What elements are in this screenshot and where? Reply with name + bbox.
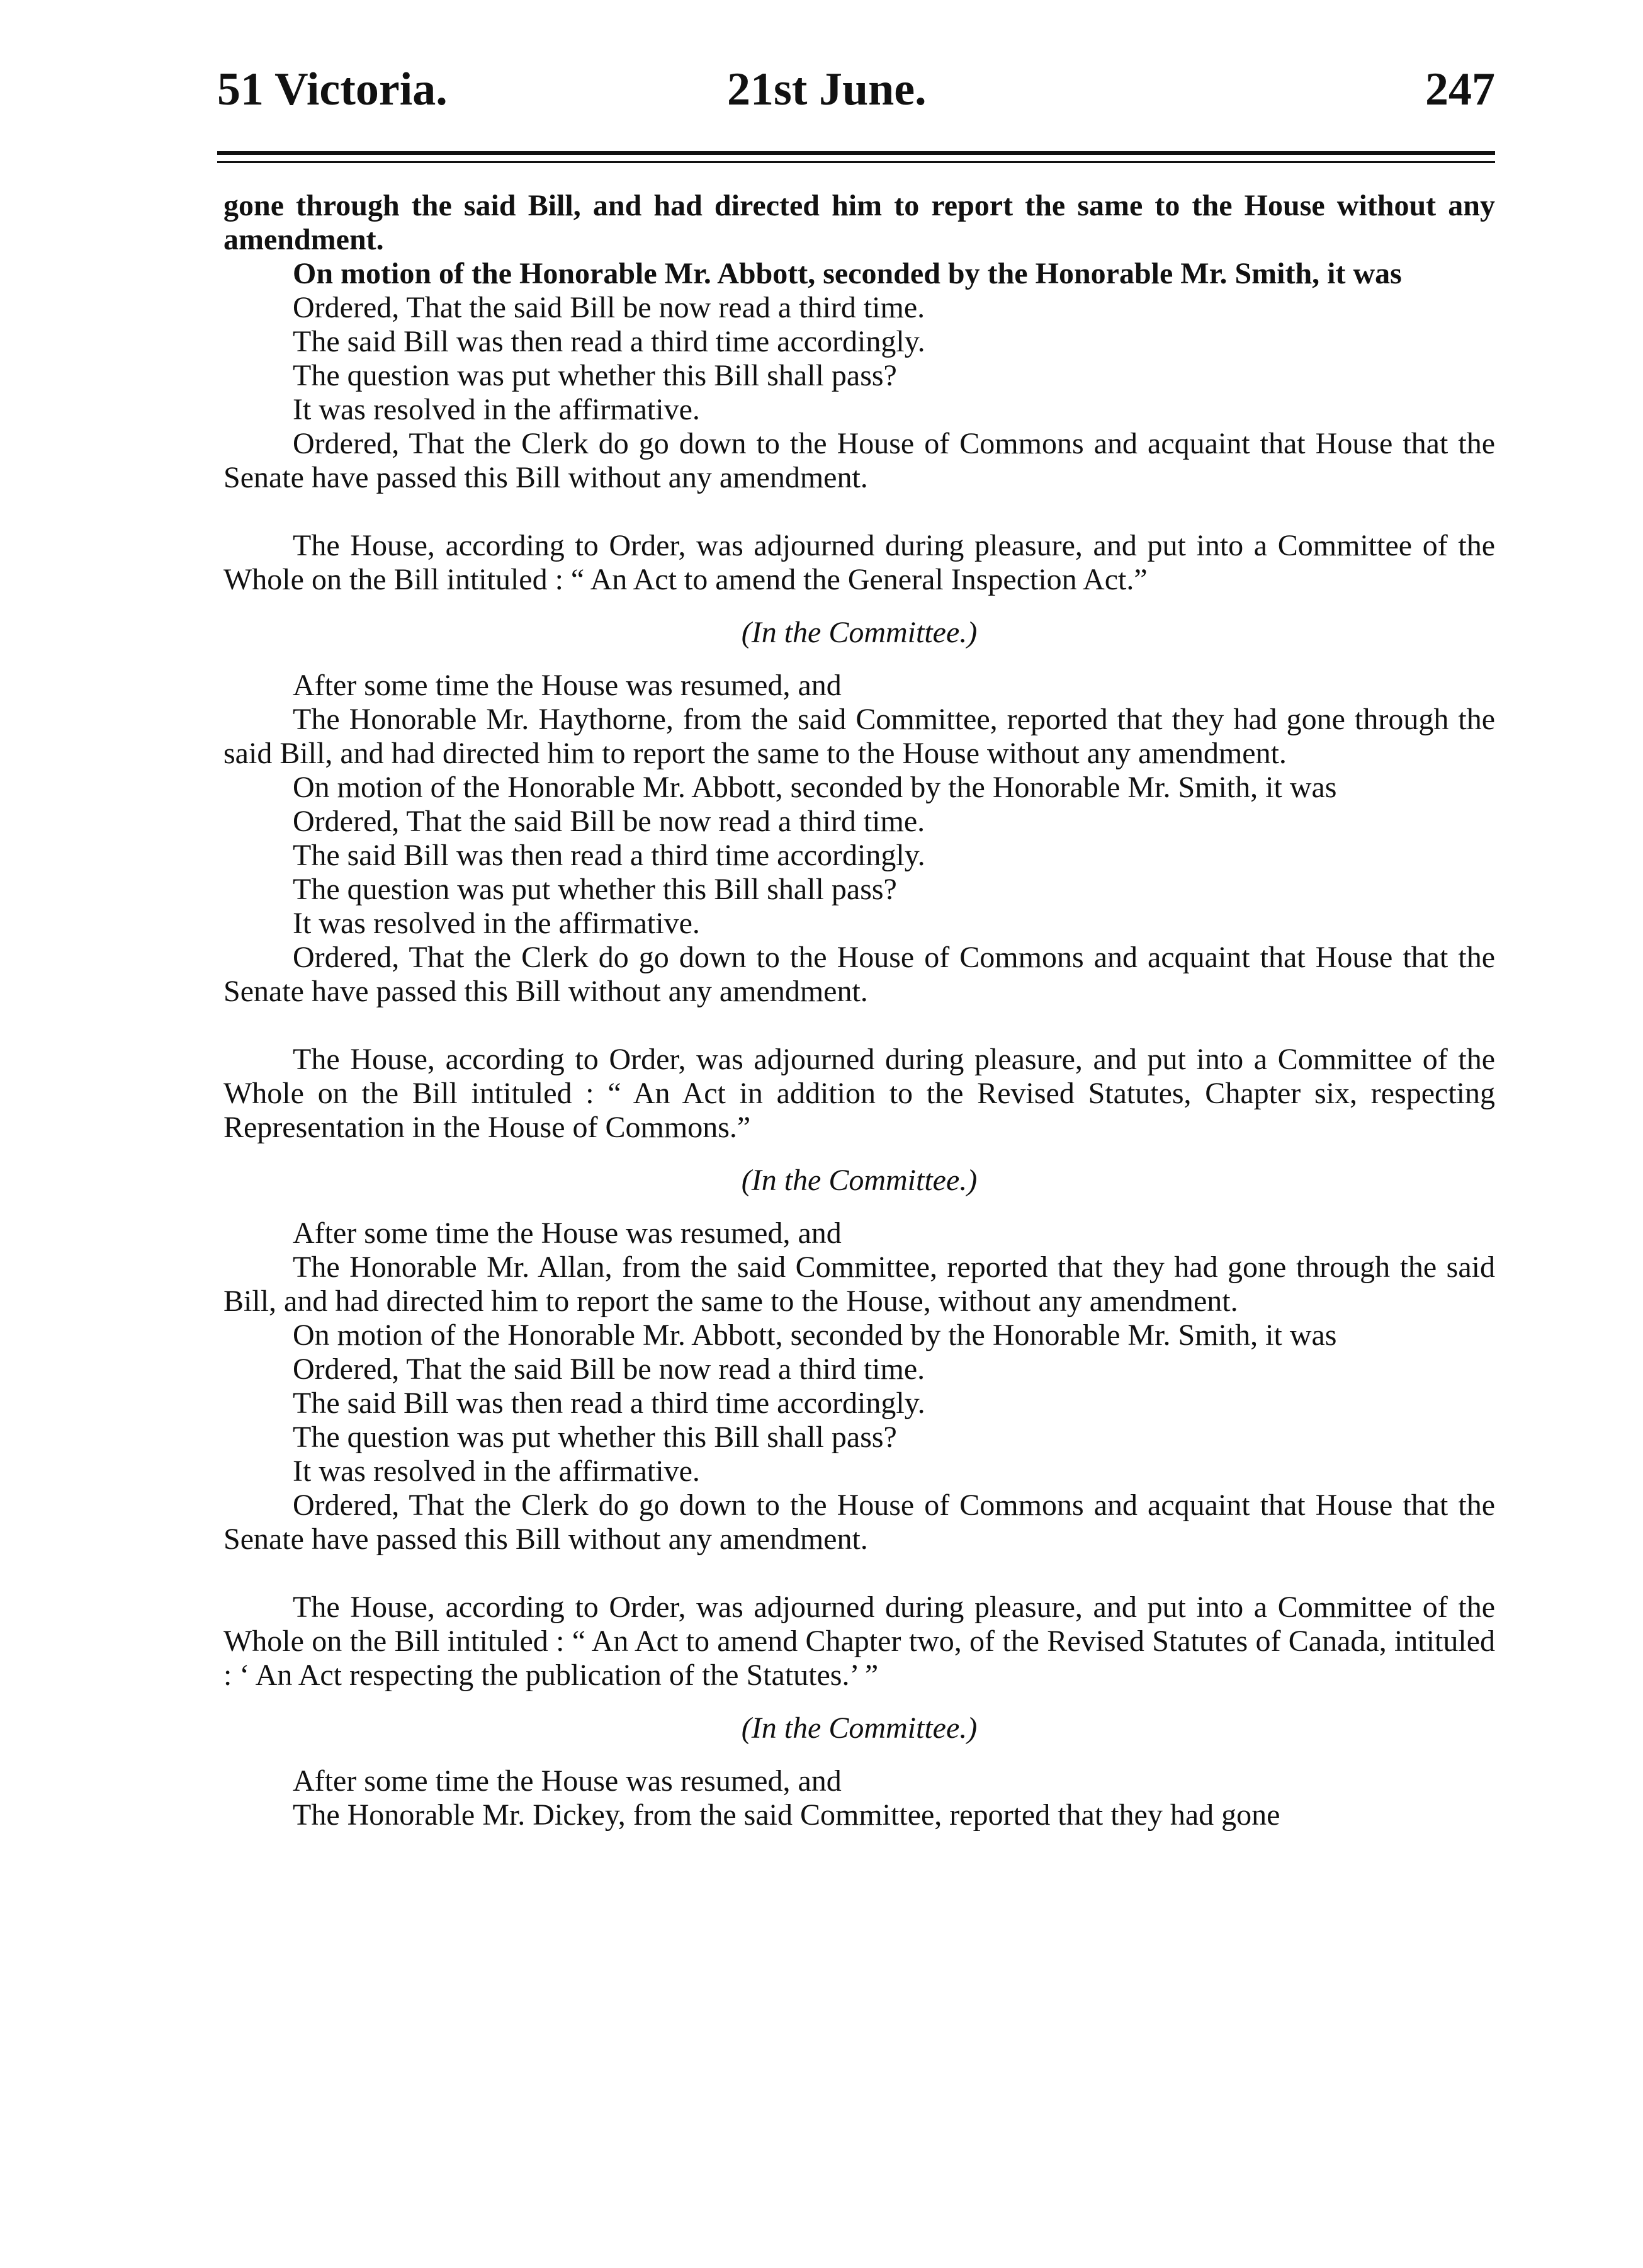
page-header bbox=[217, 63, 1495, 132]
paragraph: The Honorable Mr. Allan, from the said Committee, reported that they had gone through the said Bill, and had directed him to report the same to the House, without any amendment. bbox=[223, 1250, 1495, 1318]
committee-heading: (In the Committee.) bbox=[741, 616, 978, 649]
paragraph: On motion of the Honorable Mr. Abbott, seconded by the Honorable Mr. Smith, it was bbox=[293, 257, 1402, 290]
section-4 bbox=[223, 1590, 1495, 1832]
paragraph: The Honorable Mr. Haythorne, from the said Committee, reported that they had gone through the said Bill, and had directed him to report the same to the House without any amendment. bbox=[223, 703, 1495, 770]
paragraph: Ordered, That the said Bill be now read a third time. bbox=[293, 291, 925, 324]
paragraph: The question was put whether this Bill shall pass? bbox=[293, 1420, 897, 1454]
section-2 bbox=[223, 529, 1495, 1009]
committee-heading: (In the Committee.) bbox=[741, 1164, 978, 1197]
paragraph: The said Bill was then read a third time accordingly. bbox=[293, 1386, 925, 1420]
header-session: 51 Victoria. bbox=[217, 64, 448, 115]
section-3 bbox=[223, 1043, 1495, 1556]
paragraph: Ordered, That the Clerk do go down to the House of Commons and acquaint that House that the Senate have passed this Bill without any amendment. bbox=[223, 1488, 1495, 1556]
paragraph: It was resolved in the affirmative. bbox=[293, 1454, 700, 1488]
page-number: 247 bbox=[1425, 64, 1495, 115]
section-intro: The House, according to Order, was adjourned during pleasure, and put into a Committee of the Whole on the Bill intituled : “ An Act to amend the General Inspection Act.” bbox=[223, 529, 1495, 596]
paragraph: The said Bill was then read a third time accordingly. bbox=[293, 839, 925, 872]
paragraph: After some time the House was resumed, and bbox=[293, 669, 842, 702]
paragraph: It was resolved in the affirmative. bbox=[293, 907, 700, 940]
paragraph: After some time the House was resumed, and bbox=[293, 1764, 842, 1798]
paragraph: On motion of the Honorable Mr. Abbott, seconded by the Honorable Mr. Smith, it was bbox=[293, 1318, 1337, 1352]
paragraph: On motion of the Honorable Mr. Abbott, seconded by the Honorable Mr. Smith, it was bbox=[293, 771, 1337, 804]
committee-heading: (In the Committee.) bbox=[741, 1711, 978, 1745]
header-rule-thick bbox=[217, 151, 1495, 155]
paragraph: After some time the House was resumed, and bbox=[293, 1216, 842, 1250]
paragraph: The said Bill was then read a third time accordingly. bbox=[293, 325, 925, 358]
section-intro: The House, according to Order, was adjourned during pleasure, and put into a Committee of the Whole on the Bill intituled : “ An Act in addition to the Revised Statutes, Chapter six, respecting Representation in the House of Commons.” bbox=[223, 1043, 1495, 1144]
paragraph: The Honorable Mr. Dickey, from the said Committee, reported that they had gone bbox=[293, 1798, 1280, 1832]
paragraph: Ordered, That the said Bill be now read a third time. bbox=[293, 1352, 925, 1386]
page-body bbox=[223, 189, 1495, 1832]
paragraph: The question was put whether this Bill shall pass? bbox=[293, 359, 897, 392]
paragraph: Ordered, That the said Bill be now read a third time. bbox=[293, 805, 925, 838]
paragraph: gone through the said Bill, and had directed him to report the same to the House without any amendment. bbox=[223, 189, 1495, 256]
paragraph: The question was put whether this Bill shall pass? bbox=[293, 873, 897, 906]
paragraph: Ordered, That the Clerk do go down to the House of Commons and acquaint that House that the Senate have passed this Bill without any amendment. bbox=[223, 941, 1495, 1008]
header-date: 21st June. bbox=[727, 64, 927, 115]
header-rule-thin bbox=[217, 161, 1495, 163]
section-1 bbox=[223, 189, 1495, 495]
paragraph: Ordered, That the Clerk do go down to the House of Commons and acquaint that House that the Senate have passed this Bill without any amendment. bbox=[223, 427, 1495, 494]
paragraph: It was resolved in the affirmative. bbox=[293, 393, 700, 426]
section-intro: The House, according to Order, was adjourned during pleasure, and put into a Committee of the Whole on the Bill intituled : “ An Act to amend Chapter two, of the Revised Statutes of Canada, intituled : ‘ An Act respecting the publication of the Statutes.’ ” bbox=[223, 1590, 1495, 1692]
